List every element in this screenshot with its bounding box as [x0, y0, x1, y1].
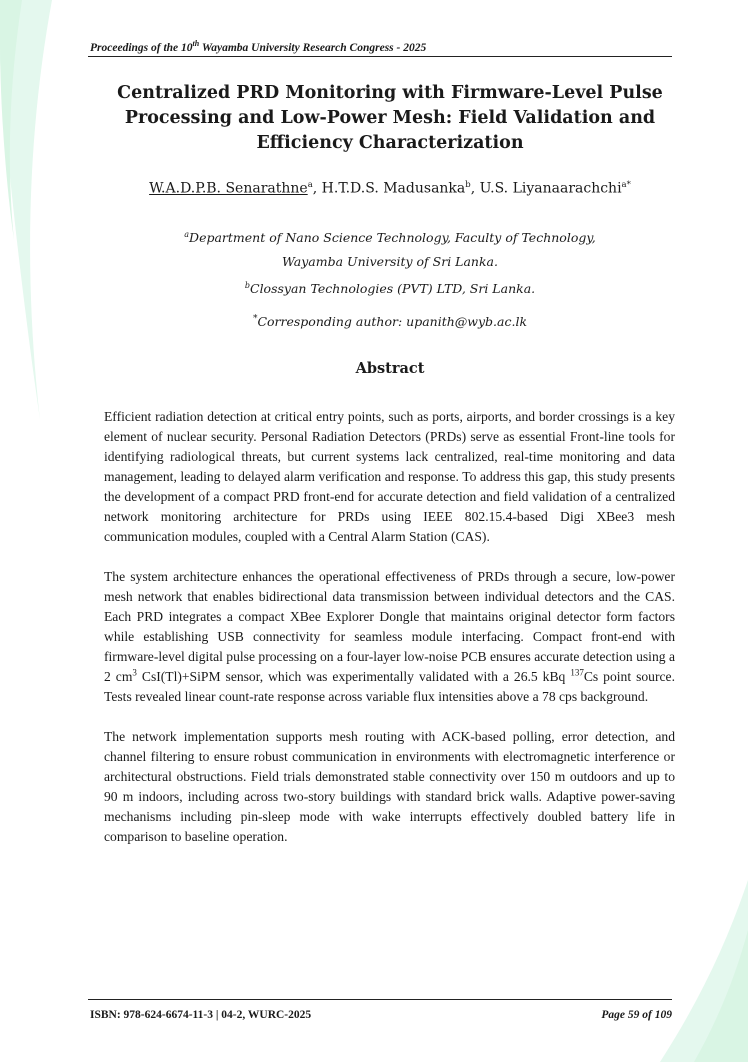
title-line: Processing and Low-Power Mesh: Field Validation and: [124, 108, 656, 128]
abstract-paragraph-3: The network implementation supports mesh routing with ACK-based polling, error detection, and channel filtering to ensure robust communication in environments with electromagnetic interference or architectural obstructions. Field trials demonstrated stable connectivity over 150 m outdoors and up to 90 m indoors, including across two-story buildings with standard brick walls. Adaptive power-saving mechanisms including pin-sleep mode with wake interrupts effectively doubled battery life in comparison to baseline operation.: [104, 729, 675, 844]
running-header: Proceedings of the 10th Wayamba University Research Congress - 2025: [90, 39, 427, 54]
abstract-body: [104, 407, 675, 867]
title-line: Efficiency Characterization: [256, 133, 524, 153]
author-list: W.A.D.P.B. Senarathne$^a$, H.T.D.S. Madusanka$^b$, U.S. Liyanaarachchi$^{a*}$: [149, 180, 631, 197]
author-3: , U.S. Liyanaarachchi: [470, 180, 622, 197]
affiliation-a-cont: Wayamba University of Sri Lanka.: [282, 254, 498, 270]
abstract-paragraph-1: Efficient radiation detection at critical entry points, such as ports, airports, and border crossings is a key element of nuclear security. Personal Radiation Detectors (PRDs) serve as essential Front-line tools for identifying radiological threats, but current systems lack centralized, real-time monitoring and data management, leading to delayed alarm verification and response. To address this gap, this study presents the development of a compact PRD front-end for accurate detection and field validation of a centralized network monitoring architecture for PRDs using IEEE 802.15.4-based Digi XBee3 mesh communication modules, coupled with a Central Alarm Station (CAS).: [104, 409, 675, 544]
corresponding-author: *Corresponding author: upanith@wyb.ac.lk: [252, 314, 528, 330]
title-line: Centralized PRD Monitoring with Firmware-Level Pulse: [117, 83, 663, 103]
abstract-paragraph-2: The system architecture enhances the operational effectiveness of PRDs through a secure, low-power mesh network that enables bidirectional data transmission between individual detectors and the CAS. Each PRD integrates a compact XBee Explorer Dongle that maintains original detector form factors while establishing USB connectivity for seamless module interfacing. Compact front-end with firmware-level digital pulse processing on a four-layer low-noise PCB ensures accurate detection using a 2 $cm^3$ CsI(Tl)+SiPM sensor, which was experimentally validated with a 26.5 kBq $^{137}$Cs point source. Tests revealed linear count-rate response across variable flux intensities above a 78 cps background.: [104, 569, 675, 704]
abstract-heading: Abstract: [355, 360, 425, 377]
footer-isbn: ISBN: 978-624-6674-11-3 | 04-2, WURC-2025: [90, 1009, 312, 1021]
author-1: W.A.D.P.B. Senarathne: [149, 180, 308, 197]
affiliation-a: $^a$Department of Nano Science Technology, Faculty of Technology,: [184, 230, 596, 246]
affiliations: [96, 223, 684, 301]
header-rule: [88, 56, 672, 57]
footer-rule: [88, 999, 672, 1000]
affiliation-b: $^b$Clossyan Technologies (PVT) LTD, Sri Lanka.: [244, 281, 536, 297]
footer-page-number: Page 59 of 109: [601, 1009, 672, 1021]
paper-title: [96, 81, 684, 156]
author-2: , H.T.D.S. Madusanka: [312, 180, 466, 197]
